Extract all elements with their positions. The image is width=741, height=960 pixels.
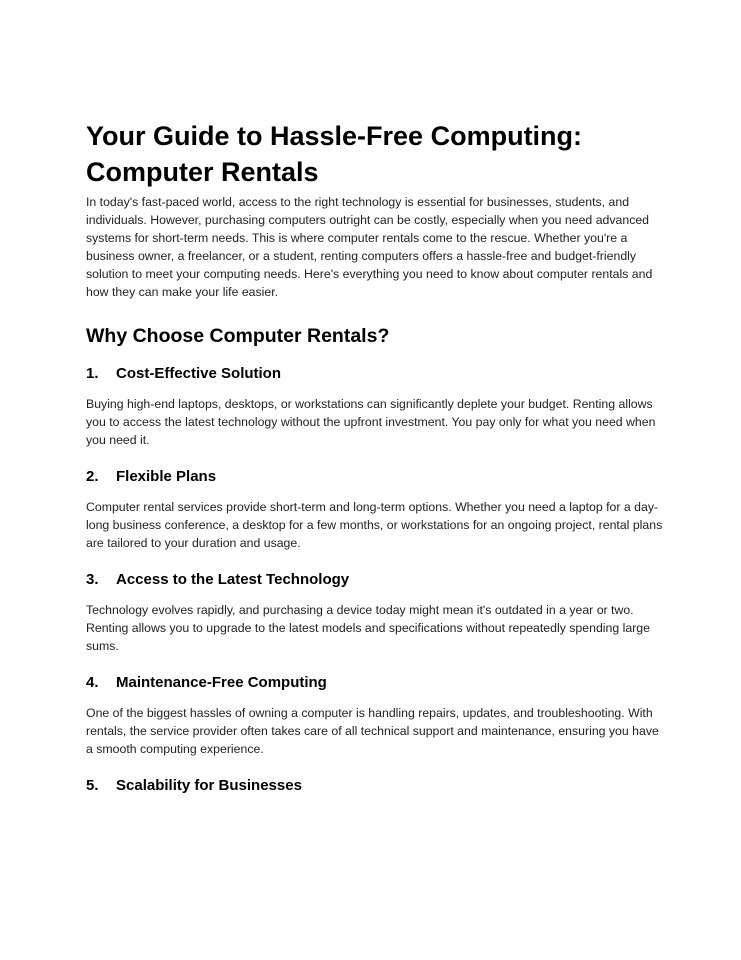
- list-item: [86, 467, 666, 552]
- item-number: 3.: [86, 571, 99, 588]
- document-page: [86, 118, 666, 796]
- item-title: Scalability for Businesses: [116, 777, 302, 794]
- item-number: 2.: [86, 468, 99, 485]
- list-item: [86, 776, 666, 796]
- list-item: [86, 570, 666, 655]
- item-heading: [86, 673, 666, 693]
- item-body: Buying high-end laptops, desktops, or workstations can significantly deplete your budget. Renting allows you to access the latest technology without the upfront investment. You pay only for what you need when you need it.: [86, 397, 656, 447]
- item-number: 5.: [86, 777, 99, 794]
- item-title: Access to the Latest Technology: [116, 571, 350, 588]
- item-body: One of the biggest hassles of owning a computer is handling repairs, updates, and troubleshooting. With rentals, the service provider often takes care of all technical support and maintenance, ensuring you have a smooth computing experience.: [86, 706, 659, 756]
- item-number: 1.: [86, 365, 99, 382]
- intro-paragraph: In today's fast-paced world, access to the right technology is essential for businesses, students, and individuals. However, purchasing computers outright can be costly, especially when you need advanced systems for short-term needs. This is where computer rentals come to the rescue. Whether you're a business owner, a freelancer, or a student, renting computers offers a hassle-free and budget-friendly solution to meet your computing needs. Here's everything you need to know about computer rentals and how they can make your life easier.: [86, 195, 653, 299]
- item-heading: [86, 776, 666, 796]
- item-heading: [86, 570, 666, 590]
- item-title: Cost-Effective Solution: [116, 365, 282, 382]
- list-item: [86, 673, 666, 758]
- list-item: [86, 364, 666, 449]
- item-title: Maintenance-Free Computing: [116, 674, 327, 691]
- item-title: Flexible Plans: [116, 468, 217, 485]
- item-heading: [86, 364, 666, 384]
- item-body: Technology evolves rapidly, and purchasing a device today might mean it's outdated in a year or two. Renting allows you to upgrade to the latest models and specifications without repeatedly spending large sums.: [86, 603, 650, 653]
- section-heading: Why Choose Computer Rentals?: [86, 325, 390, 347]
- item-body: Computer rental services provide short-term and long-term options. Whether you need a laptop for a day-long business conference, a desktop for a few months, or workstations for an ongoing project, rental plans are tailored to your duration and usage.: [86, 500, 663, 550]
- document-title: Your Guide to Hassle-Free Computing: Computer Rentals: [86, 121, 583, 187]
- item-number: 4.: [86, 674, 99, 691]
- item-heading: [86, 467, 666, 487]
